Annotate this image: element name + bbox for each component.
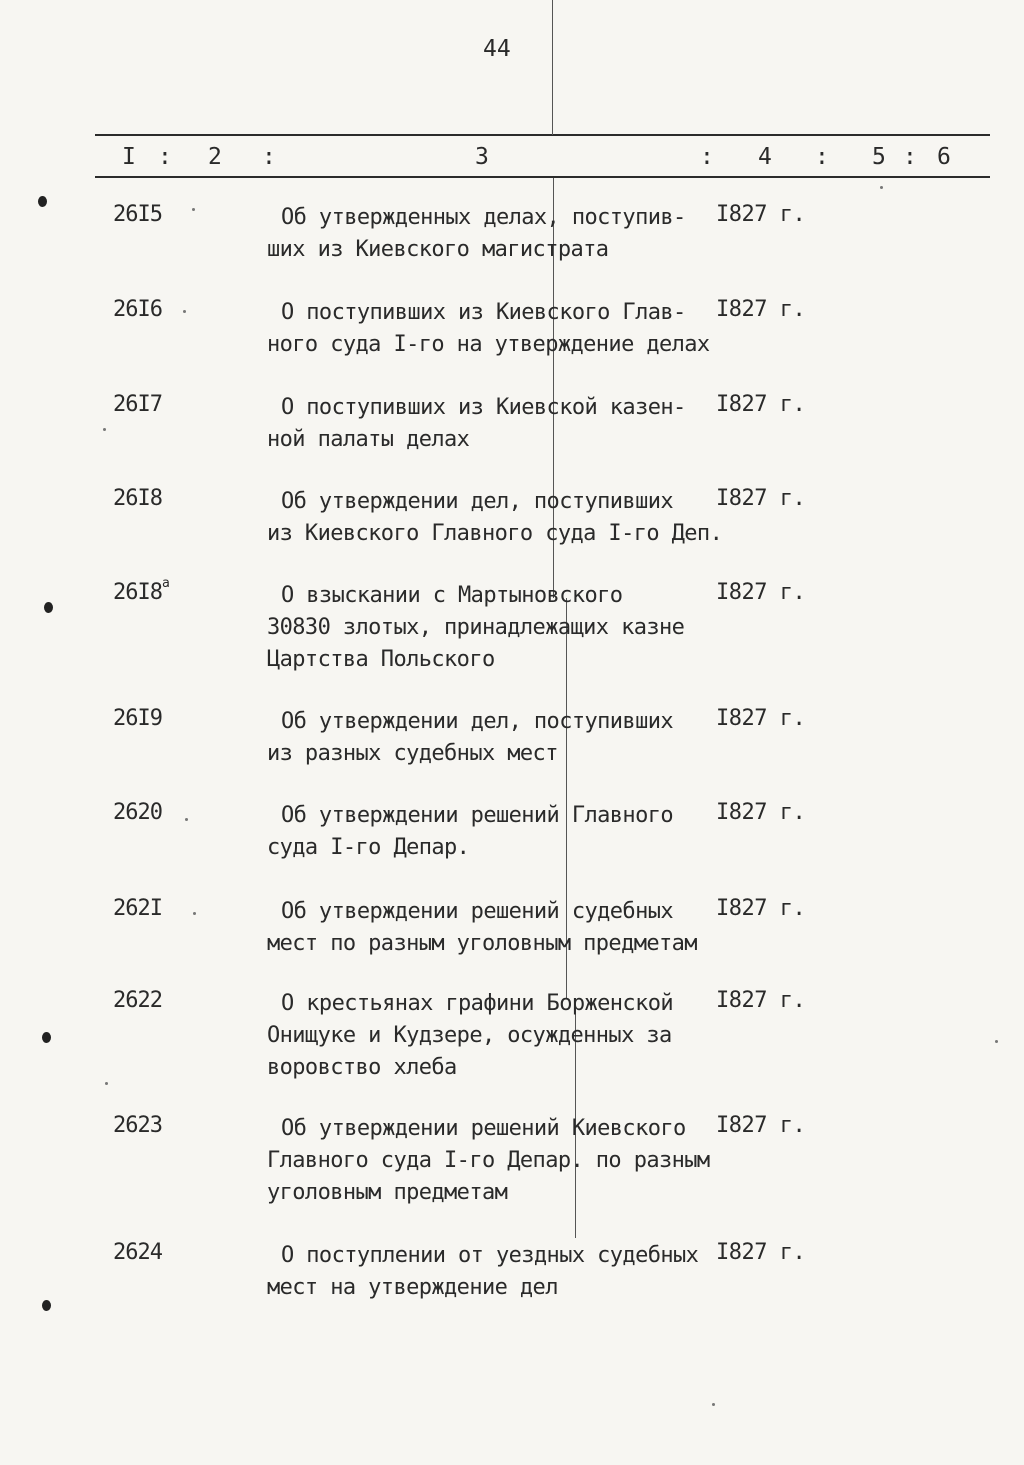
entry-number: 262I [113, 896, 162, 921]
description-line: Об утверждении решений Киевского [281, 1116, 686, 1141]
description-line: ного суда I-го на утверждение делах [267, 332, 710, 357]
scan-speck [192, 208, 195, 211]
entry-number: 26I6 [113, 297, 162, 322]
entry-year: I827 г. [716, 1240, 806, 1265]
entry-year: I827 г. [716, 202, 806, 227]
description-line: Об утвержденных делах, поступив- [281, 205, 686, 230]
description-line: 30830 злотых, принадлежащих казне [267, 615, 685, 640]
entry-description [267, 580, 717, 676]
description-line: О крестьянах графини Борженской [281, 991, 673, 1016]
entry-year: I827 г. [716, 800, 806, 825]
description-line: Об утверждении дел, поступивших [281, 709, 673, 734]
header-col-5: 5 [872, 144, 886, 170]
description-line: О поступивших из Киевского Глав- [281, 300, 686, 325]
entry-year: I827 г. [716, 486, 806, 511]
description-line: Главного суда I-го Депар. по разным [267, 1148, 710, 1173]
entry-number: 2620 [113, 800, 162, 825]
entry-description [267, 896, 717, 960]
scan-speck [183, 310, 186, 313]
header-col-6: 6 [937, 144, 951, 170]
header-col-1: I [122, 144, 136, 170]
entry-number: 26I5 [113, 202, 162, 227]
header-separator: : [815, 144, 829, 170]
binding-hole-mark [44, 602, 53, 613]
description-line: О поступлении от уездных судебных [281, 1243, 699, 1268]
scan-speck [105, 1082, 108, 1085]
description-line: суда I-го Депар. [267, 835, 470, 860]
entry-number: 26I9 [113, 706, 162, 731]
binding-hole-mark [42, 1032, 51, 1043]
entry-number: $26I8^а$ [113, 576, 169, 605]
description-line: мест на утверждение дел [267, 1275, 558, 1300]
entry-description [267, 706, 717, 770]
entry-description [267, 1113, 717, 1209]
description-line: уголовным предметам [267, 1180, 508, 1205]
entry-number: 26I8 [113, 486, 162, 511]
entry-year: I827 г. [716, 392, 806, 417]
description-line: Цартства Польского [267, 647, 495, 672]
scan-speck [185, 818, 188, 821]
description-line: Об утверждении решений судебных [281, 899, 673, 924]
description-line: из Киевского Главного суда I-го Деп. [267, 521, 723, 546]
entry-description [267, 486, 723, 550]
entry-description [267, 392, 717, 456]
entry-number: 2624 [113, 1240, 162, 1265]
scan-speck [995, 1040, 998, 1043]
entry-description [267, 297, 717, 361]
header-col-4: 4 [758, 144, 772, 170]
page-number: 44 [483, 36, 511, 62]
header-separator: : [903, 144, 917, 170]
description-line: мест по разным уголовным предметам [267, 931, 697, 956]
description-line: из разных судебных мест [267, 741, 558, 766]
entry-description [267, 202, 717, 266]
scan-speck [193, 912, 196, 915]
entry-year: I827 г. [716, 580, 806, 605]
table-header-rule [95, 176, 990, 178]
description-line: ших из Киевского магистрата [267, 237, 609, 262]
entry-description [267, 1240, 717, 1304]
binding-hole-mark [38, 196, 47, 207]
description-line: Онищуке и Кудзере, осужденных за [267, 1023, 672, 1048]
header-separator: : [158, 144, 172, 170]
scan-speck [880, 186, 883, 189]
description-line: Об утверждении решений Главного [281, 803, 673, 828]
scan-fold-line [552, 0, 553, 135]
entry-year: I827 г. [716, 706, 806, 731]
header-col-3: 3 [475, 144, 489, 170]
entry-year: I827 г. [716, 988, 806, 1013]
header-col-2: 2 [208, 144, 222, 170]
entry-year: I827 г. [716, 896, 806, 921]
scan-speck [712, 1403, 715, 1406]
description-line: Об утверждении дел, поступивших [281, 489, 673, 514]
entry-description [267, 800, 717, 864]
scan-speck [103, 428, 106, 431]
header-separator: : [700, 144, 714, 170]
entry-year: I827 г. [716, 1113, 806, 1138]
entry-number: 2623 [113, 1113, 162, 1138]
entry-number: 2622 [113, 988, 162, 1013]
description-line: ной палаты делах [267, 427, 470, 452]
binding-hole-mark [42, 1300, 51, 1311]
entry-year: I827 г. [716, 297, 806, 322]
description-line: воровство хлеба [267, 1055, 457, 1080]
description-line: О взыскании с Мартыновского [281, 583, 623, 608]
description-line: О поступивших из Киевской казен- [281, 395, 686, 420]
entry-number: 26I7 [113, 392, 162, 417]
entry-description [267, 988, 717, 1084]
header-separator: : [262, 144, 276, 170]
table-top-rule [95, 134, 990, 136]
